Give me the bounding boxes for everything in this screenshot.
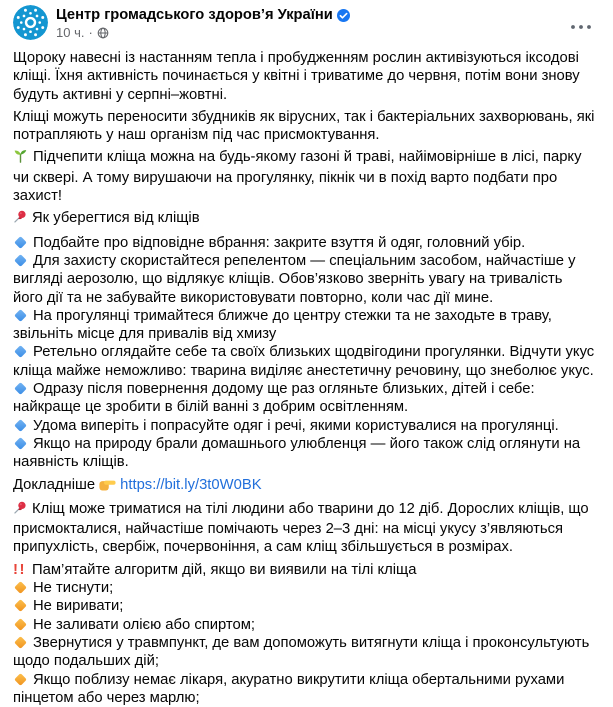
- blue-diamond-icon: [14, 236, 27, 249]
- verified-badge-icon: [337, 9, 350, 22]
- blue-diamond-icon: [14, 437, 27, 450]
- blue-diamond-icon: [14, 346, 27, 359]
- list-item: Не заливати олією або спиртом;: [13, 616, 596, 634]
- orange-bullet-list: [13, 579, 596, 707]
- list-item: Не виривати;: [13, 597, 596, 615]
- orange-diamond-icon: [14, 599, 27, 612]
- page-name[interactable]: Центр громадського здоров’я України: [56, 6, 333, 24]
- header-text: [56, 5, 350, 41]
- ellipsis-icon: [570, 24, 592, 30]
- list-item: Одразу після повернення додому ще раз огляньте близьких, дітей і себе: найкраще це зробити в білій ванні з добрим освітленням.: [13, 380, 596, 417]
- post-paragraph-seedling: Підчепити кліща можна на будь-якому газоні й траві, найімовірніше в лісі, парку чи сквері. А тому вирушаючи на прогулянку, пікнік чи в похід варто подбати про захист!: [13, 148, 596, 205]
- blue-diamond-icon: [14, 419, 27, 432]
- list-item: Якщо поблизу немає лікаря, акуратно викрутити кліща обертальними рухами пінцетом або через марлю;: [13, 671, 596, 707]
- orange-diamond-icon: [14, 673, 27, 686]
- list-item: На прогулянці тримайтеся ближче до центру стежки та не заходьте в траву, звільніть місце для привалів від хмизу: [13, 307, 596, 344]
- orange-diamond-icon: [14, 581, 27, 594]
- timestamp[interactable]: 10 ч.: [56, 25, 84, 41]
- orange-diamond-icon: [14, 618, 27, 631]
- blue-diamond-icon: [14, 254, 27, 267]
- list-item: Якщо на природу брали домашнього улюбленця — його також слід оглянути на наявність кліщів.: [13, 435, 596, 472]
- globe-icon: [97, 27, 109, 39]
- post-options-button[interactable]: [566, 13, 596, 39]
- blue-bullet-list: [13, 234, 596, 472]
- double-exclamation-icon: !!: [13, 561, 26, 578]
- pushpin-icon: [13, 209, 27, 229]
- post-paragraph-intro2: Кліщі можуть переносити збудників як вірусних, так і бактеріальних захворювань, які потрапляють у наш організм під час присмоктування.: [13, 108, 596, 145]
- list-item: Для захисту скористайтеся репелентом — спеціальним засобом, найчастіше у вигляді аерозолю, що відлякує кліщів. Обов’язково зверніть увагу на тривалість його дії та не забувайте використовувати повторно, коли час дії мине.: [13, 252, 596, 307]
- orange-diamond-icon: [14, 636, 27, 649]
- point-right-icon: [99, 478, 116, 496]
- list-item: Звернутися у травмпункт, де вам допоможуть витягнути кліща і проконсультують щодо подальших дій;: [13, 634, 596, 671]
- more-label: Докладніше: [13, 477, 95, 493]
- avatar[interactable]: [13, 5, 48, 40]
- post-paragraph-intro1: Щороку навесні із настанням тепла і пробудженням рослин активізуються іксодові кліщі. Їхня активність починається у квітні і триватиме до червня, потім вони знову будуть активні у серпні–жовтні.: [13, 49, 596, 104]
- blue-diamond-icon: [14, 309, 27, 322]
- post-more-line: [13, 476, 596, 496]
- pushpin-icon: [13, 500, 27, 520]
- list-item: Не тиснути;: [13, 579, 596, 597]
- blue-diamond-icon: [14, 382, 27, 395]
- post-paragraph-tick-info: Кліщ може триматися на тілі людини або тварини до 12 діб. Дорослих кліщів, що присмокталися, найчастіше помічають через 2–3 дні: на місці укусу з’являються припухлість, свербіж, почервоніння, а сам кліщ збільшується в розмірах.: [13, 500, 596, 557]
- post-link[interactable]: https://bit.ly/3t0W0BK: [120, 477, 261, 493]
- post-warning-heading: !! Пам’ятайте алгоритм дій, якщо ви виявили на тілі кліща: [13, 561, 596, 579]
- list-item: Ретельно оглядайте себе та своїх близьких щодвігодини прогулянки. Відчути укус кліща майже неможливо: тварина виділяє анестетичну речовину, що знеболює укус.: [13, 343, 596, 380]
- seedling-icon: [13, 148, 28, 168]
- post-header: [13, 5, 596, 41]
- post-heading-protect: Як уберегтися від кліщів: [13, 209, 596, 229]
- list-item: Подбайте про відповідне вбрання: закрите взуття й одяг, головний убір.: [13, 234, 596, 252]
- meta-separator: ·: [88, 25, 92, 41]
- list-item: Удома виперіть і попрасуйте одяг і речі, якими користувалися на прогулянці.: [13, 417, 596, 435]
- post-body: [13, 49, 596, 707]
